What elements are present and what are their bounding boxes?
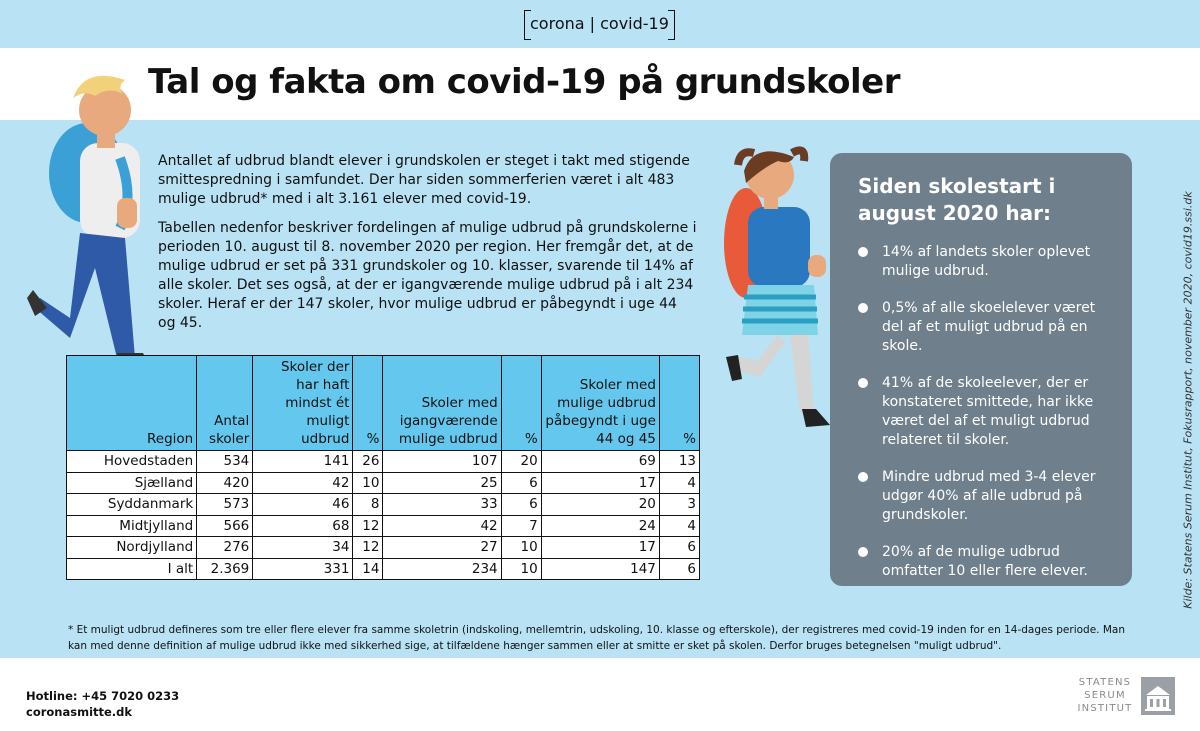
table-cell: 33 [383, 494, 501, 516]
outbreak-table [66, 355, 700, 580]
fact-text: 14% af landets skoler oplevet mulige udbrud. [882, 244, 1091, 279]
table-cell: 420 [197, 472, 253, 494]
list-item [858, 374, 1120, 450]
table-cell: 6 [501, 472, 541, 494]
table-cell: 6 [501, 494, 541, 516]
table-cell: 4 [659, 515, 699, 537]
table-cell: I alt [67, 558, 197, 580]
boy-illustration [25, 68, 165, 386]
table-cell: 331 [253, 558, 353, 580]
table-header: Antal skoler [197, 356, 253, 451]
hotline-text: Hotline: +45 7020 0233 [26, 689, 180, 703]
table-cell: 107 [383, 451, 501, 473]
table-cell: 2.369 [197, 558, 253, 580]
intro-text [158, 152, 698, 343]
table-header: Skoler med mulige udbrud påbegyndt i uge 44 og 45 [541, 356, 659, 451]
source-credit: Kilde: Statens Serum Institut, Fokusrapport, november 2020, covid19.ssi.dk [1181, 191, 1195, 609]
table-cell: 46 [253, 494, 353, 516]
contact-info [26, 688, 179, 720]
table-cell: 4 [659, 472, 699, 494]
ssi-line-3: INSTITUT [1077, 703, 1133, 714]
table-cell: 42 [253, 472, 353, 494]
bullet-icon [858, 247, 868, 257]
fact-text: 0,5% af alle skoelelever været del af et muligt udbrud på en skole. [882, 300, 1096, 354]
table-cell: 566 [197, 515, 253, 537]
facts-panel [830, 153, 1132, 586]
facts-list [858, 243, 1120, 599]
table-cell: 27 [383, 537, 501, 559]
ssi-line-2: SERUM [1084, 690, 1126, 701]
table-row [67, 537, 700, 559]
table-row [67, 515, 700, 537]
table-cell: 12 [353, 515, 383, 537]
table-cell: Syddanmark [67, 494, 197, 516]
page-title: Tal og fakta om covid-19 på grundskoler [148, 62, 900, 102]
table-cell: 42 [383, 515, 501, 537]
table-header: Skoler der har haft mindst ét muligt udbrud [253, 356, 353, 451]
table-cell: 234 [383, 558, 501, 580]
table-cell: 13 [659, 451, 699, 473]
table-header-row [67, 356, 700, 451]
list-item [858, 468, 1120, 525]
table-cell: 10 [501, 558, 541, 580]
table-cell: 20 [501, 451, 541, 473]
list-item [858, 299, 1120, 356]
table-row [67, 472, 700, 494]
list-item [858, 543, 1120, 581]
table-cell: 3 [659, 494, 699, 516]
table-cell: 68 [253, 515, 353, 537]
table-cell: 276 [197, 537, 253, 559]
table-cell: 6 [659, 537, 699, 559]
list-item [858, 243, 1120, 281]
table-cell: 141 [253, 451, 353, 473]
table-cell: 20 [541, 494, 659, 516]
bullet-icon [858, 547, 868, 557]
footnote: * Et muligt udbrud defineres som tre eller flere elever fra samme skoletrin (indskoling, mellemtrin, udskoling, 10. klasse og efterskole), der registreres med covid-19 inden for en 14-dages periode. Man kan med denne definition af mulige udbrud ikke med sikkerhed sige, at tilfældene hænger sammen eller at smitte er sket på skolen. Derfor bruges betegnelsen "muligt udbrud". [68, 624, 1125, 652]
table-cell: 25 [383, 472, 501, 494]
table-cell: 10 [353, 472, 383, 494]
table-cell: 26 [353, 451, 383, 473]
table-cell: 8 [353, 494, 383, 516]
ssi-building-icon [1141, 677, 1175, 715]
bullet-icon [858, 472, 868, 482]
intro-paragraph-1: Antallet af udbrud blandt elever i grundskolen er steget i takt med stigende smittespredning i samfundet. Der har siden sommerferien været i alt 483 mulige udbrud* med i alt 3.161 elever med covid-19. [158, 153, 690, 207]
table-cell: 34 [253, 537, 353, 559]
brand-label: corona | covid-19 [524, 10, 675, 38]
ssi-wordmark [1074, 676, 1136, 715]
fact-text: 20% af de mulige udbrud omfatter 10 eller flere elever. [882, 544, 1088, 579]
ssi-line-1: STATENS [1078, 677, 1132, 688]
table-cell: 69 [541, 451, 659, 473]
footer-bar [0, 658, 1200, 731]
intro-paragraph-2: Tabellen nedenfor beskriver fordelingen af mulige udbrud på grundskolerne i perioden 10. august til 8. november 2020 per region. Her fremgår det, at de mulige udbrud er set på 331 grundskoler og 10. klasser, svarende til 14% af alle skoler. Det ses også, at der er igangværende mulige udbrud på i alt 234 skoler. Heraf er der 147 skoler, hvor mulige udbrud er påbegyndt i uge 44 og 45. [158, 220, 697, 331]
table-cell: 534 [197, 451, 253, 473]
bullet-icon [858, 303, 868, 313]
table-row-total [67, 558, 700, 580]
table-header: % [501, 356, 541, 451]
table-header: % [353, 356, 383, 451]
table-cell: 24 [541, 515, 659, 537]
table-cell: Midtjylland [67, 515, 197, 537]
table-cell: 12 [353, 537, 383, 559]
table-cell: 7 [501, 515, 541, 537]
table-cell: 17 [541, 537, 659, 559]
panel-heading: Siden skolestart i august 2020 har: [858, 174, 1056, 225]
table-cell: 10 [501, 537, 541, 559]
table-cell: Hovedstaden [67, 451, 197, 473]
girl-illustration [718, 145, 838, 445]
table-header: Region [67, 356, 197, 451]
table-header: Skoler med igangværende mulige udbrud [383, 356, 501, 451]
fact-text: Mindre udbrud med 3-4 elever udgør 40% af alle udbrud på grundskoler. [882, 469, 1096, 523]
table-cell: Nordjylland [67, 537, 197, 559]
table-row [67, 451, 700, 473]
website-text: coronasmitte.dk [26, 705, 133, 719]
table-row [67, 494, 700, 516]
table-cell: 147 [541, 558, 659, 580]
fact-text: 41% af de skoleelever, der er konstateret smittede, har ikke været del af et muligt udbrud relateret til skoler. [882, 375, 1094, 448]
table-cell: 17 [541, 472, 659, 494]
bullet-icon [858, 378, 868, 388]
table-cell: 573 [197, 494, 253, 516]
table-header: % [659, 356, 699, 451]
table-cell: 6 [659, 558, 699, 580]
table-cell: Sjælland [67, 472, 197, 494]
table-cell: 14 [353, 558, 383, 580]
